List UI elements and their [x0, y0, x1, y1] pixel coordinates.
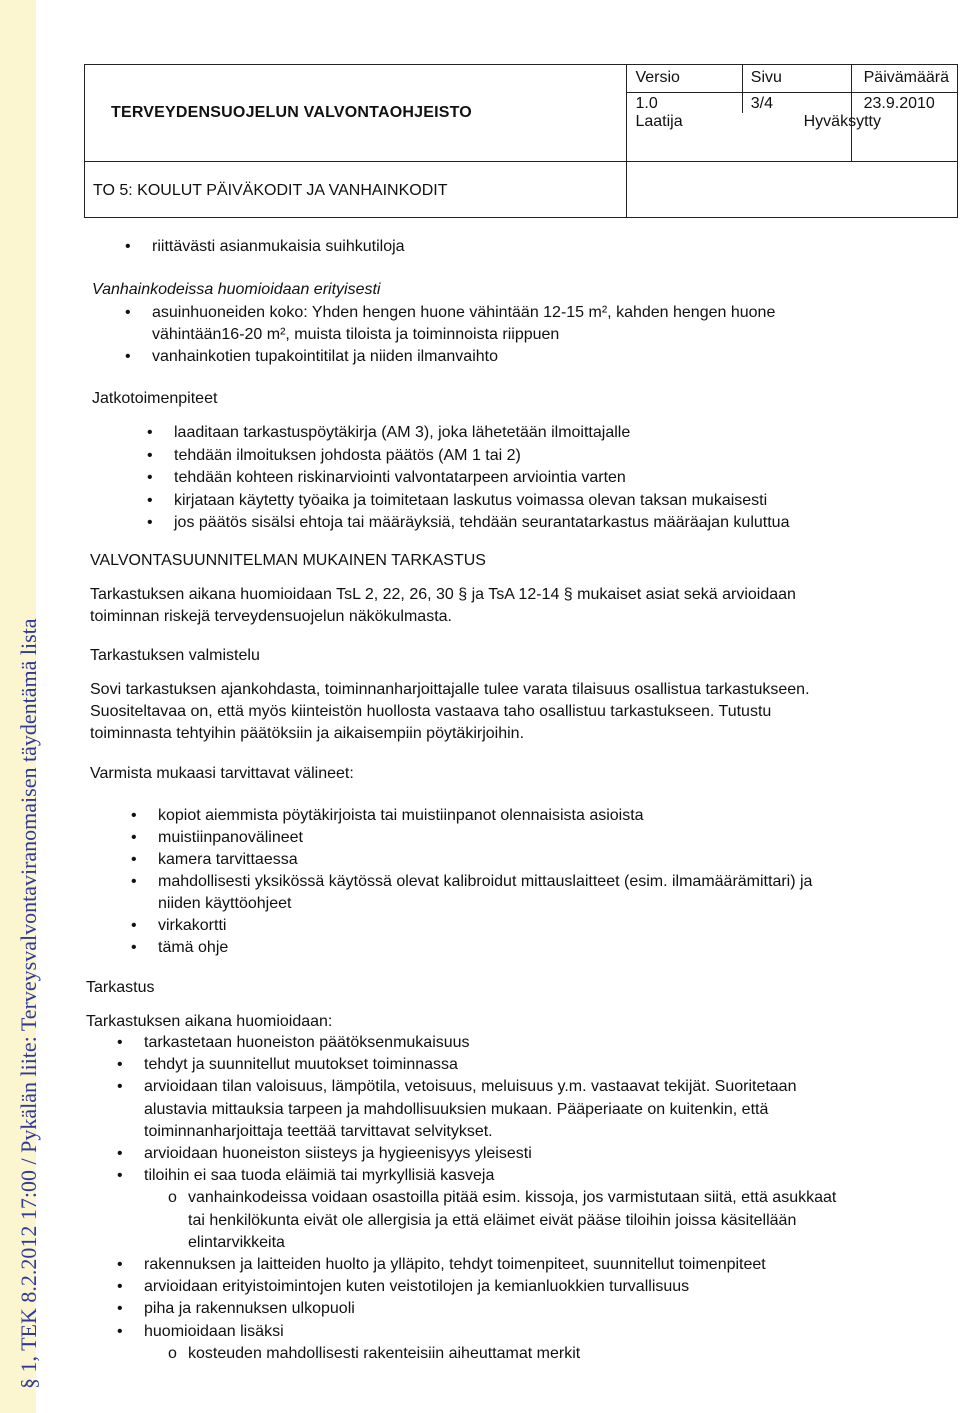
- list-item: • muistiinpanovälineet: [158, 827, 812, 849]
- side-note-strip: [0, 0, 41, 1413]
- version-value: 1.0: [627, 93, 742, 114]
- list-item: • tämä ohje: [158, 937, 812, 959]
- topic-cell: [85, 161, 627, 217]
- list-item: • asuinhuoneiden koko: Yhden hengen huone vähintään 12-15 m², kahden hengen huone vähintään16-20 m², muista tiloista ja toiminnoista riippuen: [152, 302, 775, 346]
- list-item: • arvioidaan huoneiston siisteys ja hygieenisyys yleisesti: [144, 1143, 836, 1165]
- list-item: • kirjataan käytetty työaika ja toimitetaan laskutus voimassa olevan taksan mukaisesti: [174, 490, 789, 513]
- inspection-heading: Tarkastus: [86, 979, 155, 996]
- list-item: • tarkastetaan huoneiston päätöksenmukaisuus: [144, 1032, 836, 1054]
- list-item: • arvioidaan erityistoimintojen kuten veistotilojen ja kemianluokkien turvallisuus: [144, 1276, 836, 1298]
- list-item: • mahdollisesti yksikössä käytössä olevat kalibroidut mittauslaitteet (esim. ilmamäärämittari) ja niiden käyttöohjeet: [158, 871, 812, 915]
- followup-heading: Jatkotoimenpiteet: [92, 390, 218, 407]
- plan-text: Tarkastuksen aikana huomioidaan TsL 2, 22, 26, 30 § ja TsA 12-14 § mukaiset asiat sekä arvioidaan toiminnan riskejä terveydensuojelun näkökulmasta.: [90, 586, 796, 625]
- list-item: o vanhainkodeissa voidaan osastoilla pitää esim. kissoja, jos varmistutaan siitä, että asukkaat tai henkilökunta eivät ole allergisia ja että eläimet eivät pääse tiloihin joissa käsitellään elintarvikkeita: [188, 1187, 836, 1254]
- list-item: • laaditaan tarkastuspöytäkirja (AM 3), joka lähetetään ilmoittajalle: [174, 422, 789, 445]
- date-value: 23.9.2010: [851, 93, 957, 114]
- topic-empty-cell: [627, 161, 958, 217]
- intro-list: [152, 236, 405, 258]
- date-label: Päivämäärä: [851, 65, 957, 93]
- inspection-sublist: [188, 1187, 836, 1254]
- plan-heading: VALVONTASUUNNITELMAN MUKAINEN TARKASTUS: [90, 552, 486, 569]
- prep-heading: Tarkastuksen valmistelu: [90, 647, 260, 664]
- list-item: • vanhainkotien tupakointitilat ja niiden ilmanvaihto: [152, 346, 775, 368]
- page-value: 3/4: [742, 93, 851, 114]
- document-title: [85, 65, 627, 162]
- list-item: • arvioidaan tilan valoisuus, lämpötila, vetoisuus, meluisuus y.m. vastaavat tekijät. Suoritetaan alustavia mittauksia tarpeen ja mahdollisuuksien mukaan. Pääperiaate on kuitenkin, että toiminnanharjoittaja teettää tarvittavat selvitykset.: [144, 1076, 836, 1143]
- author-label: Laatija: [627, 113, 851, 161]
- side-note-text: § 1, TEK 8.2.2012 17:00 / Pykälän liite: Terveysvalvontaviranomaisen täydentämä lista: [16, 618, 41, 1389]
- inspection-list: [144, 1032, 836, 1365]
- list-item: o kosteuden mahdollisesti rakenteisiin aiheuttamat merkit: [188, 1343, 836, 1365]
- page-label: Sivu: [742, 65, 851, 93]
- inspection-intro: Tarkastuksen aikana huomioidaan:: [86, 1013, 333, 1030]
- document-header: [84, 64, 958, 218]
- list-item: • tiloihin ei saa tuoda eläimiä tai myrkyllisiä kasveja o vanhainkodeissa voidaan osastoilla pitää esim. kissoja, jos varmistutaan siitä, että asukkaat tai henkilökunta eivät ole allergisia ja että eläimet eivät pääse tiloihin joissa käsitellään elintarvikkeita: [144, 1165, 836, 1254]
- list-item: • kopiot aiemmista pöytäkirjoista tai muistiinpanot olennaisista asioista: [158, 805, 812, 827]
- tools-list: [158, 805, 812, 959]
- list-item: • riittävästi asianmukaisia suihkutiloja: [152, 236, 405, 258]
- elderly-heading: Vanhainkodeissa huomioidaan erityisesti: [92, 281, 381, 298]
- list-item: • piha ja rakennuksen ulkopuoli: [144, 1298, 836, 1320]
- elderly-list: [152, 302, 775, 368]
- list-item: • tehdyt ja suunnitellut muutokset toiminnassa: [144, 1054, 836, 1076]
- list-item: • huomioidaan lisäksi o kosteuden mahdollisesti rakenteisiin aiheuttamat merkit: [144, 1321, 836, 1365]
- document-title-text: TERVEYDENSUOJELUN VALVONTAOHJEISTO: [111, 103, 472, 121]
- list-item: • jos päätös sisälsi ehtoja tai määräyksiä, tehdään seurantatarkastus määräajan kuluttua: [174, 512, 789, 535]
- inspection-sublist: [188, 1343, 836, 1365]
- list-item: • kamera tarvittaessa: [158, 849, 812, 871]
- followup-list: [174, 422, 789, 535]
- prep-text: Sovi tarkastuksen ajankohdasta, toiminnanharjoittajalle tulee varata tilaisuus osallistua tarkastukseen. Suositeltavaa on, että myös kiinteistön huollosta vastaava taho osallistuu tarkastukseen. Tutustu toiminnasta tehtyihin päätöksiin ja aikaisempiin pöytäkirjoihin.: [90, 681, 810, 742]
- list-item: • tehdään ilmoituksen johdosta päätös (AM 1 tai 2): [174, 445, 789, 468]
- list-item: • tehdään kohteen riskinarviointi valvontatarpeen arviointia varten: [174, 467, 789, 490]
- list-item: • virkakortti: [158, 915, 812, 937]
- list-item: • rakennuksen ja laitteiden huolto ja ylläpito, tehdyt toimenpiteet, suunnitellut toimenpiteet: [144, 1254, 836, 1276]
- tools-heading: Varmista mukaasi tarvittavat välineet:: [90, 765, 354, 782]
- topic-text: TO 5: KOULUT PÄIVÄKODIT JA VANHAINKODIT: [93, 182, 448, 199]
- approved-label: Hyväksytty: [851, 113, 957, 161]
- version-label: Versio: [627, 65, 742, 93]
